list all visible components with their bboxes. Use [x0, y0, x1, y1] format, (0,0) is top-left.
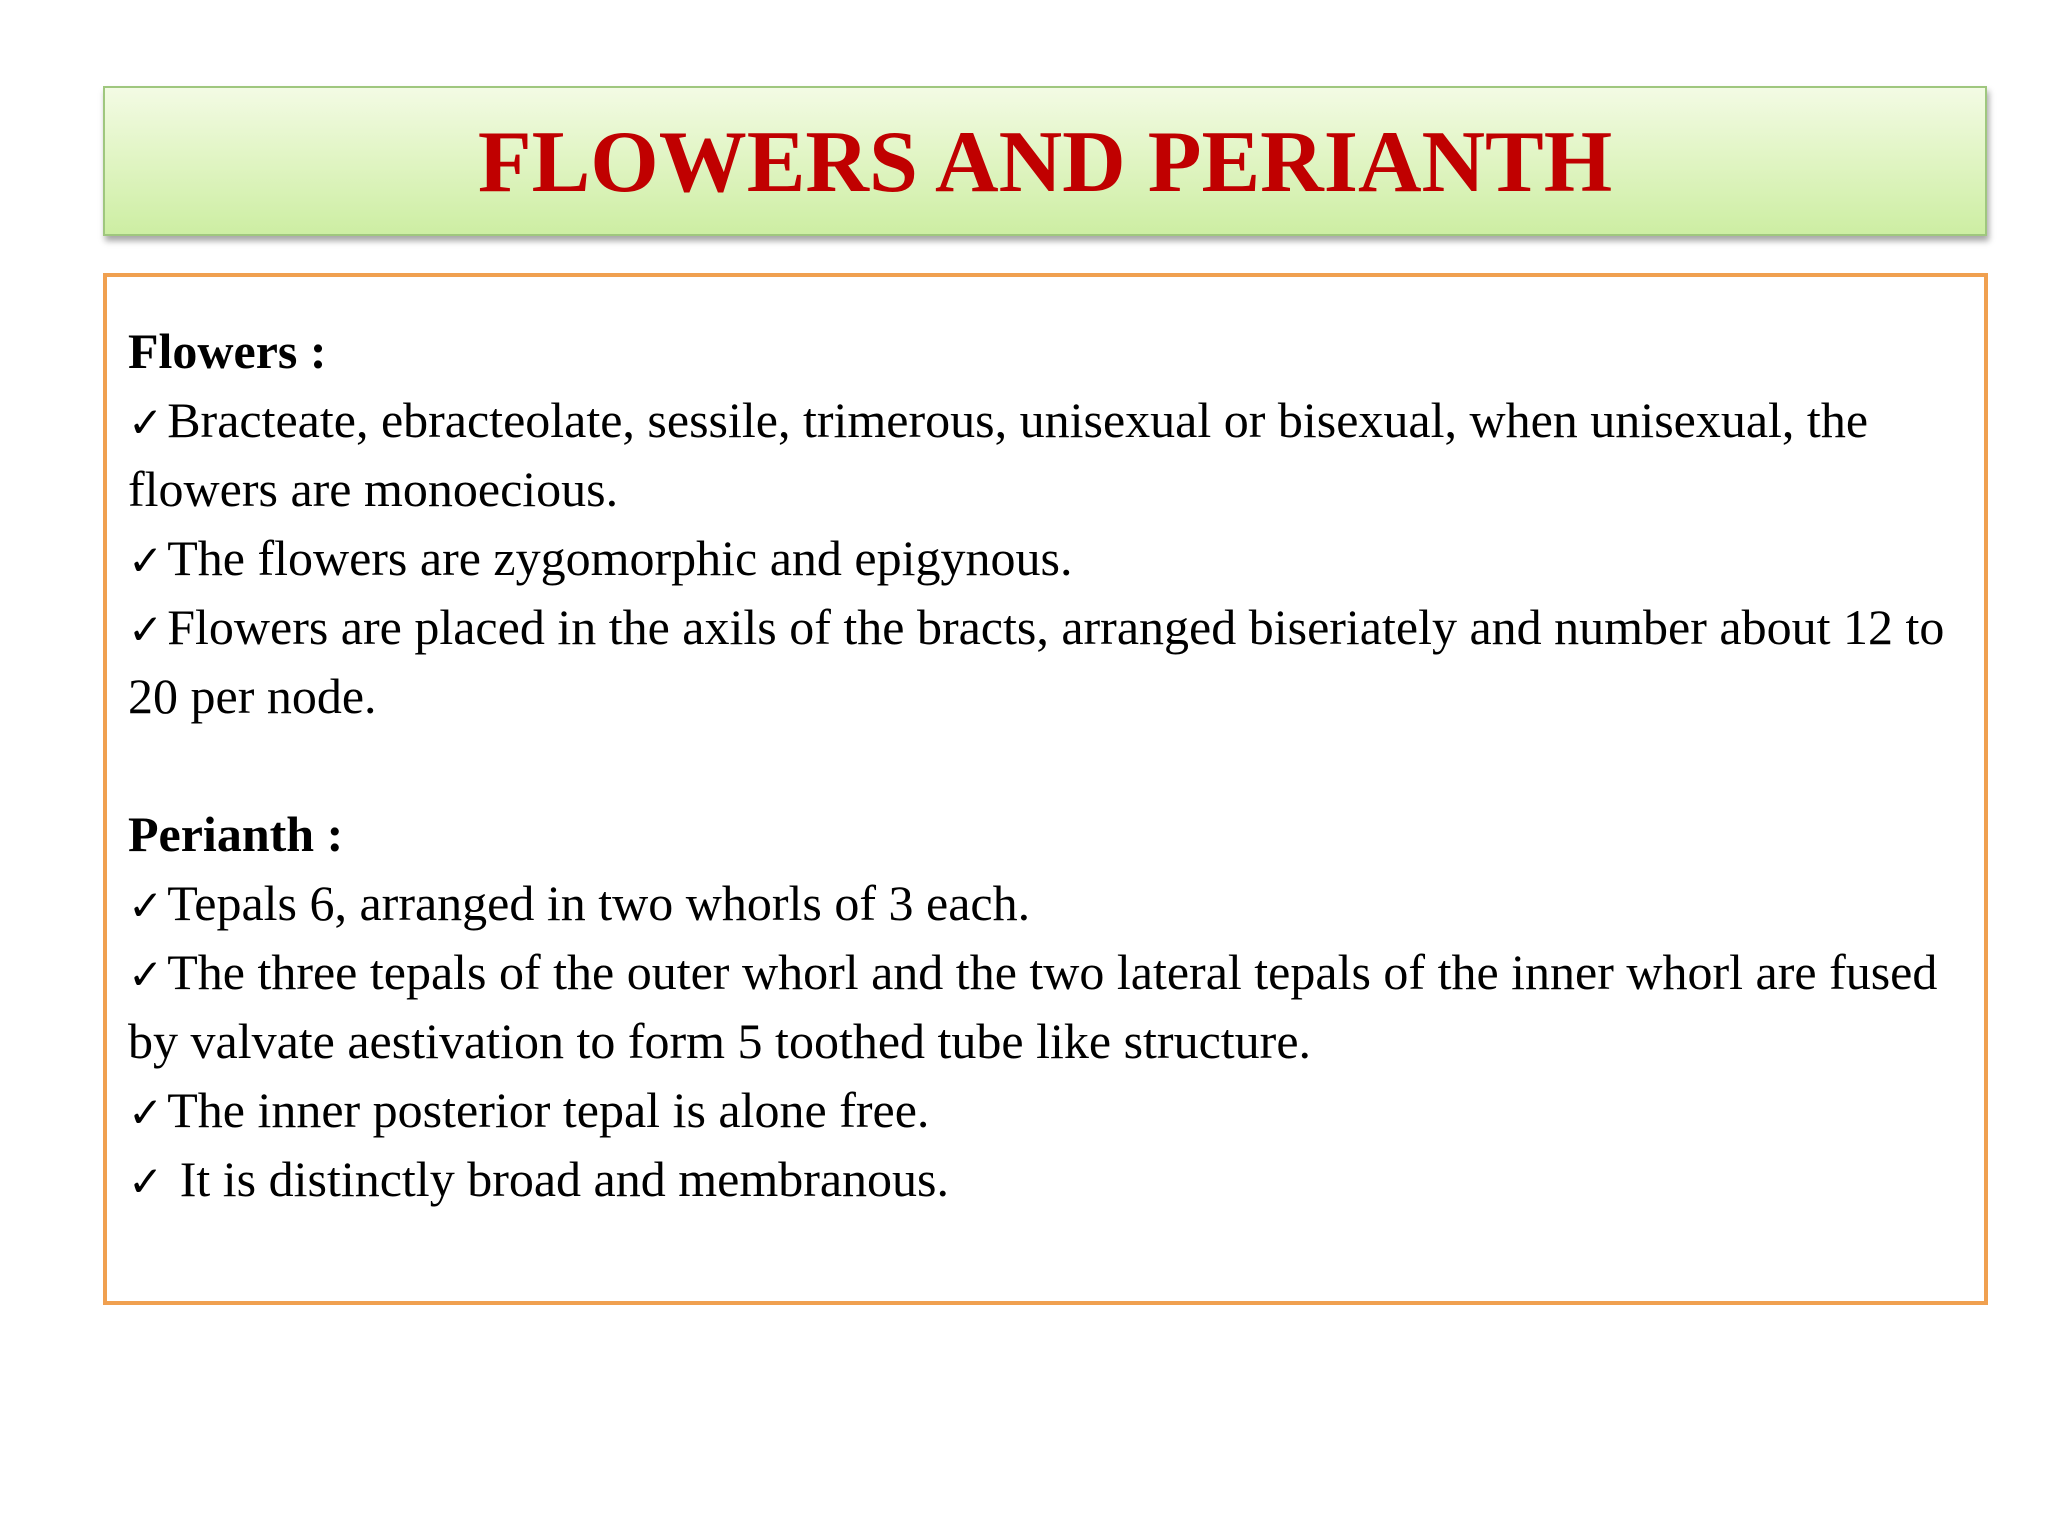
- check-icon: ✓: [128, 398, 164, 447]
- list-item: [128, 524, 1984, 593]
- check-icon: ✓: [128, 950, 164, 999]
- check-icon: ✓: [128, 605, 164, 654]
- list-item: [128, 1145, 1984, 1214]
- check-icon: ✓: [128, 881, 164, 930]
- content-panel: [103, 273, 1988, 1305]
- slide-title: FLOWERS AND PERIANTH: [477, 114, 1613, 211]
- section-heading-perianth: Perianth :: [128, 806, 344, 862]
- list-item: [128, 1076, 1984, 1145]
- list-item-text: The inner posterior tepal is alone free.: [167, 1082, 930, 1138]
- list-item: [128, 938, 1984, 1076]
- check-icon: ✓: [128, 536, 164, 585]
- check-icon: ✓: [128, 1157, 164, 1206]
- list-item-text: The three tepals of the outer whorl and the two lateral tepals of the inner whorl are fused by valvate aestivation to form 5 toothed tube like structure.: [128, 944, 1938, 1069]
- section-heading-flowers: Flowers :: [128, 323, 327, 379]
- list-item: [128, 386, 1984, 524]
- list-item-text: The flowers are zygomorphic and epigynous.: [167, 530, 1073, 586]
- list-item-text: Tepals 6, arranged in two whorls of 3 each.: [167, 875, 1031, 931]
- list-item-text: It is distinctly broad and membranous.: [167, 1151, 950, 1207]
- list-item-text: Bracteate, ebracteolate, sessile, trimerous, unisexual or bisexual, when unisexual, the flowers are monoecious.: [128, 392, 1869, 517]
- check-icon: ✓: [128, 1088, 164, 1137]
- title-banner: [103, 86, 1987, 236]
- section-perianth: [128, 800, 1984, 1214]
- section-flowers: [128, 317, 1984, 731]
- list-item: [128, 869, 1984, 938]
- list-item-text: Flowers are placed in the axils of the bracts, arranged biseriately and number about 12 to 20 per node.: [128, 599, 1945, 724]
- list-item: [128, 593, 1984, 731]
- section-spacer: [128, 731, 1984, 800]
